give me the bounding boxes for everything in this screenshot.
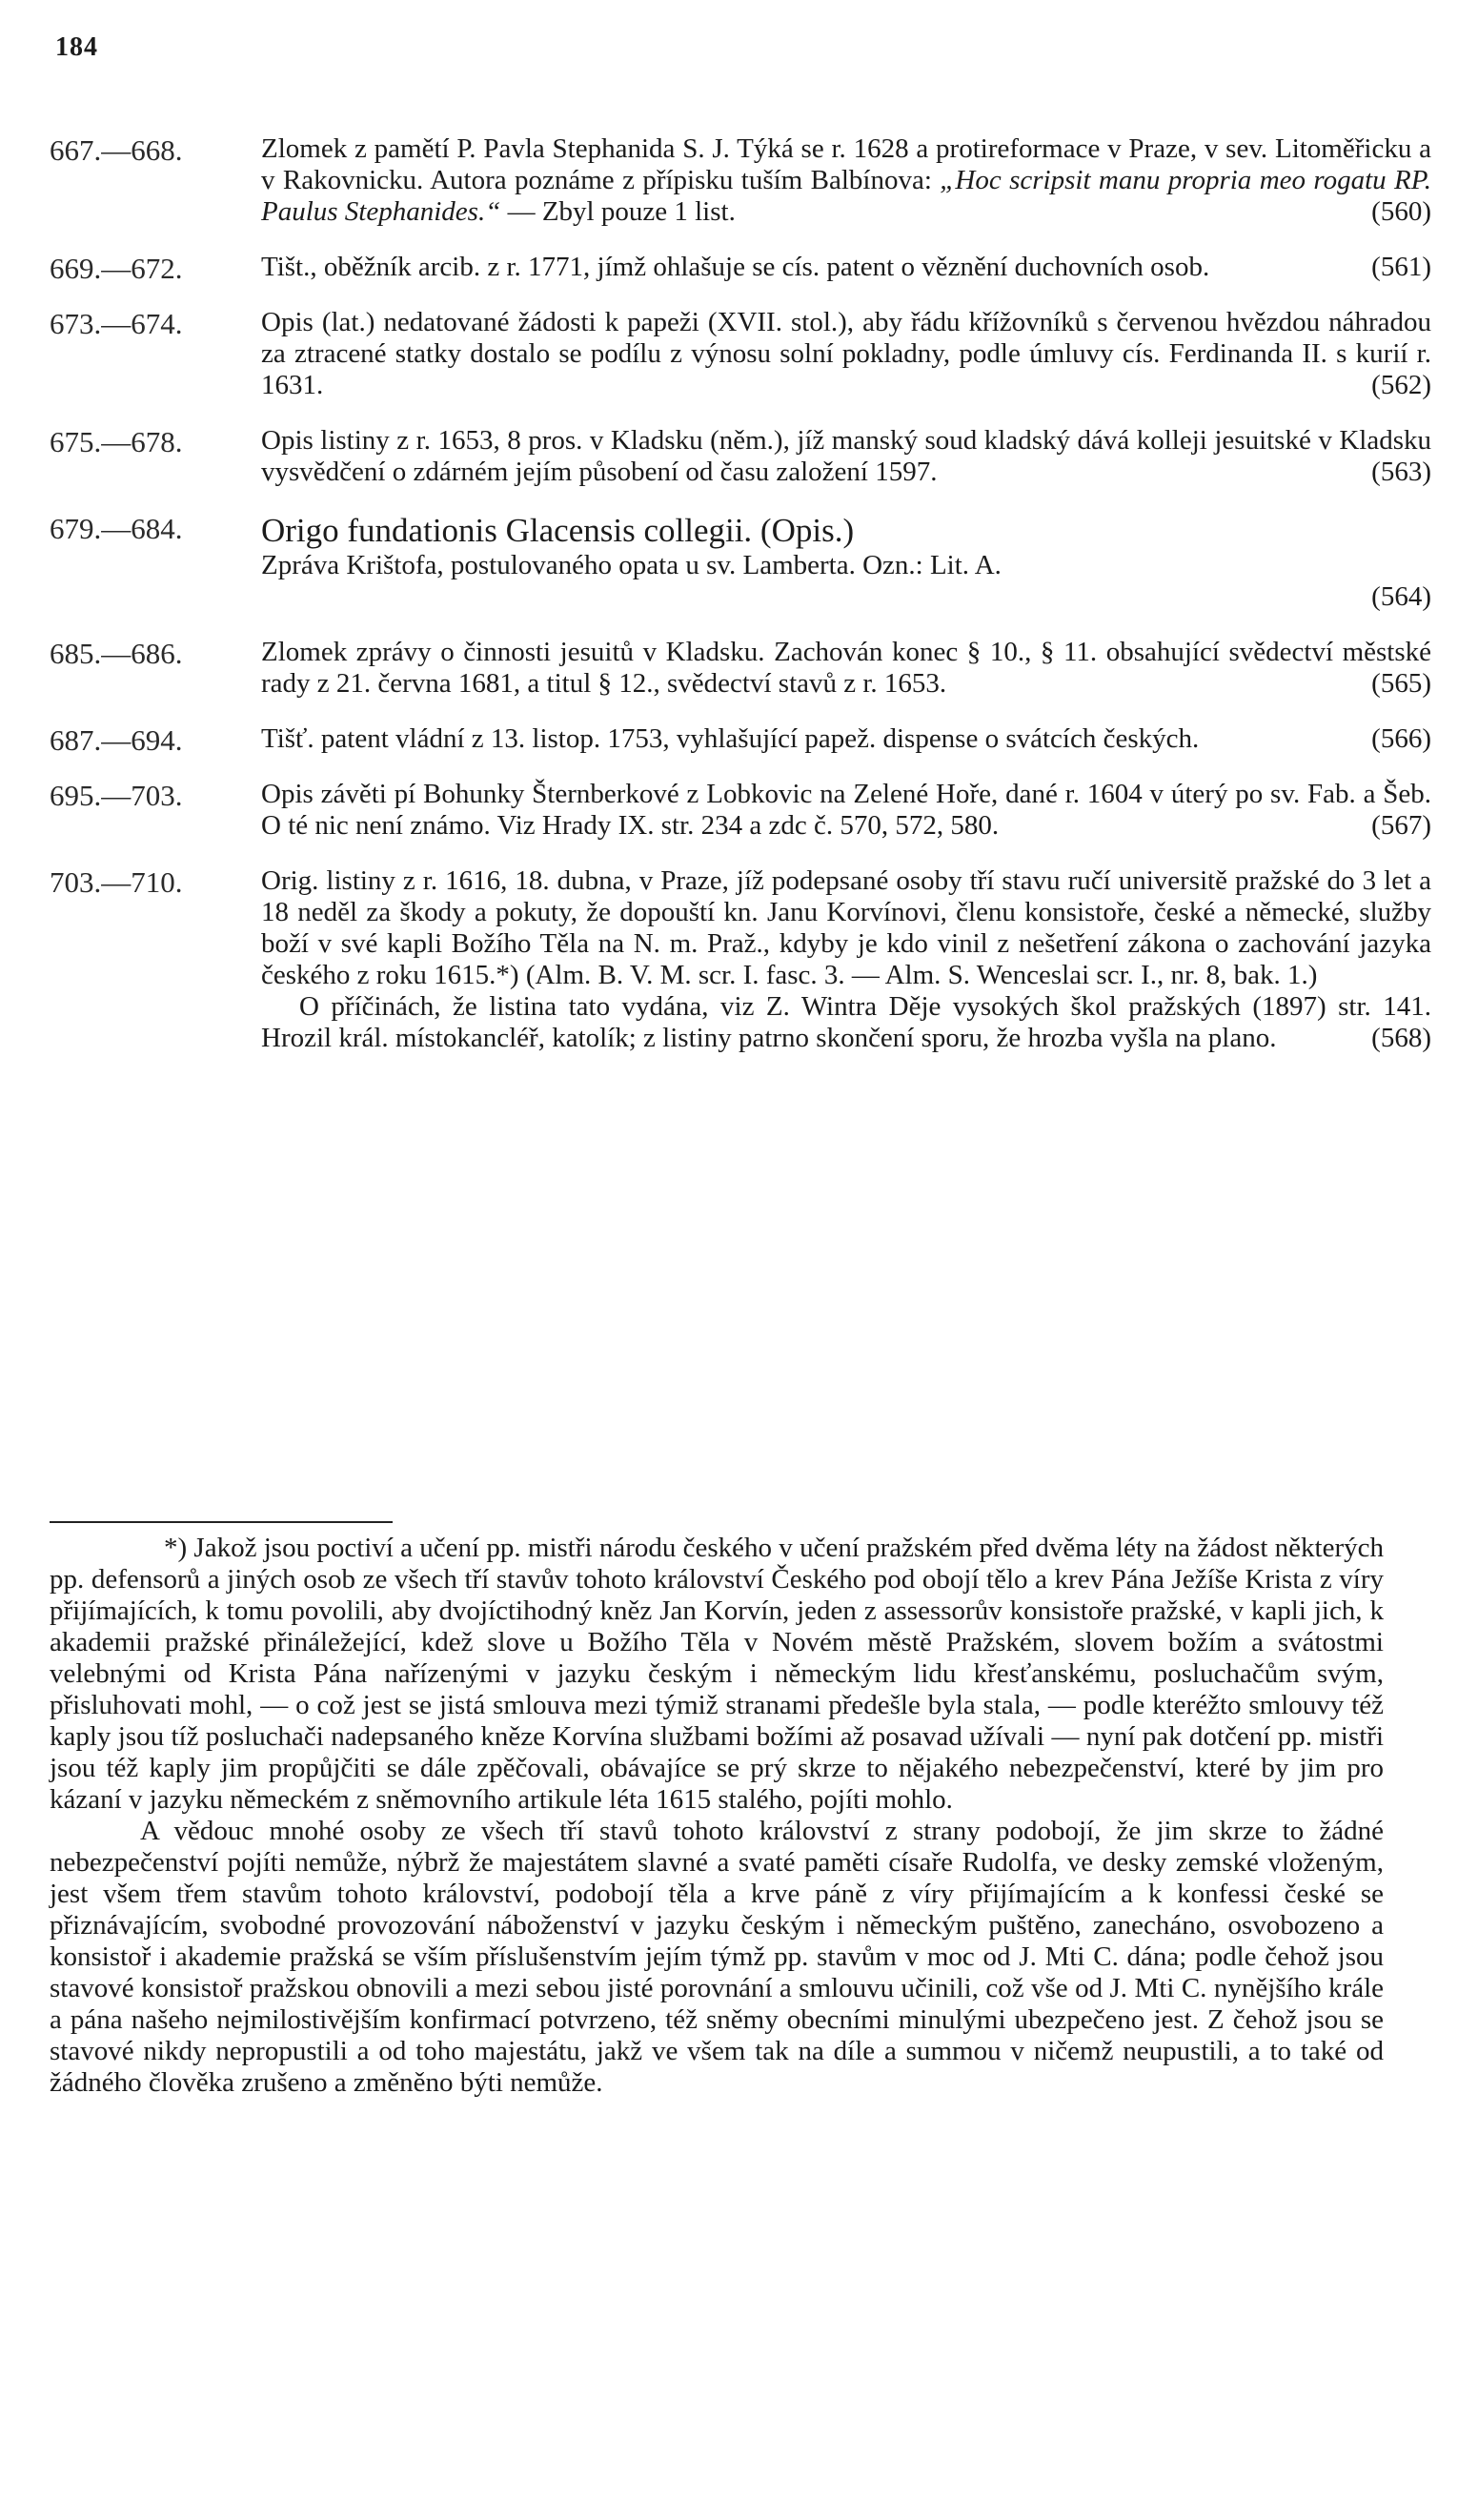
entry-number: 667.—668. — [50, 133, 183, 167]
entry-number: 685.—686. — [50, 637, 183, 670]
entry-text: Zlomek zprávy o činnosti jesuitů v Kladsku. Zachován konec § 10., § 11. obsahující svědectví městské rady z 21. června 1681, a titul § 12., svědectví stavů z r. 1653. — [261, 637, 1431, 699]
catalog-entry — [50, 865, 1431, 1054]
catalog-entry — [50, 252, 1431, 283]
entry-reference: (561) — [1371, 252, 1431, 282]
entry-reference: (562) — [1371, 370, 1431, 400]
entry-body — [261, 252, 1431, 283]
entry-text: Zlomek z pamětí P. Pavla Stephanida S. J. Týká se r. 1628 a protireformace v Praze, v sev. Litoměřicku a v Rakovnicku. Autora poznáme z přípisku tuším Balbínova: — [261, 133, 1431, 195]
entry-reference: (560) — [1371, 196, 1431, 227]
catalog-entry — [50, 425, 1431, 488]
entry-body — [261, 512, 1431, 613]
footnote-paragraph: A vědouc mnohé osoby ze všech tří stavů tohoto království z strany podobojí, že jim skrze to žádné nebezpečenství pojíti nemůže, nýbrž že majestátem slavné a svaté paměti císaře Rudolfa, ve desky zemské vloženým, jest všem třem stavům tohoto království, podobojí těla a krve páně z víry přijímajícím a k konfessi české se přiznávajícím, svobodné provozování náboženství v jazyku českým i německým puštěno, zanecháno, osvobozeno a konsistoř i akademie pražská se vším příslušenstvím jejím týmž pp. stavům v moc od J. Mti C. dána; podle čehož jsou stavové konsistoř pražskou obnovili a mezi sebou jisté porovnání a smlouvu učinili, což vše od J. Mti C. nynějšího krále a pána našeho nejmilostivějším konfirmací potvrzeno, též sněmy obecními minulými ubezpečeno jest. Z čehož jsou se stavové nikdy nepropustili a od toho majestátu, jakž ve všem tak na díle a summou v ničemž neupustili, a to také od žádného člověka zrušeno a změněno býti nemůže. — [50, 1816, 1384, 2098]
entry-number: 673.—674. — [50, 307, 183, 340]
catalog-entry — [50, 723, 1431, 755]
entry-body — [261, 133, 1431, 228]
entry-number: 703.—710. — [50, 865, 183, 899]
footnote-paragraph: *) Jakož jsou poctiví a učení pp. mistři národu českého v učení pražském před dvěma léty na žádost některých pp. defensorů a jiných osob ze všech tří stavův tohoto království Českého pod obojí tělo a krev Pána Ježíše Krista z víry přijímajících, k tomu povolili, aby dvojíctihodný kněz Jan Korvín, jeden z assessorův konsistoře pražské, v kapli jich, k akademii pražské přináležející, kdež slove u Božího Těla v Novém městě Pražském, slovem božím a svátostmi velebnými od Krista Pána nařízenými v jazyku českým i německým lidu křesťanskému, posluchačům svým, přisluhovati mohl, — o což jest se jistá smlouva mezi týmiž stranami předešle byla stala, — podle kteréžto smlouvy též kaply jsou tíž posluchači nadepsaného kněze Korvína službami božími až posavad užívali — nyní pak dotčení pp. mistři jsou též kaply jim propůjčiti se dále zpěčovali, obávajíce se prý skrze to nějakého nebezpečenství, které by jim pro kázaní v jazyku německém z sněmovního artikule léta 1615 stalého, pojíti mohlo. — [50, 1533, 1384, 1815]
entry-body — [261, 723, 1431, 755]
catalog-entries — [50, 133, 1431, 1078]
entry-text: Opis (lat.) nedatované žádosti k papeži (XVII. stol.), aby řádu křížovníků s červenou hvězdou náhradou za ztracené statky dostalo se podílu z výnosu solní pokladny, podle úmluvy cís. Ferdinanda II. s kurií r. 1631. — [261, 307, 1431, 400]
entry-text-second-paragraph — [261, 991, 1431, 1054]
entry-text: Orig. listiny z r. 1616, 18. dubna, v Praze, jíž podepsané osoby tří stavu ručí universitě pražské do 3 let a 18 neděl za škody a pokuty, že dopouští kn. Janu Korvínovi, členu konsistoře, české a německé, služby boží v své kapli Božího Těla na N. m. Praž., kdyby je kdo vinil z nešetření zákona o zachování jazyka českého z roku 1615.*) (Alm. B. V. M. scr. I. fasc. 3. — Alm. S. Wenceslai scr. I., nr. 8, bak. 1.) — [261, 865, 1431, 990]
entry-body — [261, 425, 1431, 488]
entry-text-2: O příčinách, že listina tato vydána, viz Z. Wintra Děje vysokých škol pražských (1897) str. 141. Hrozil král. místokancléř, katolík; z listiny patrno skončení sporu, že hrozba vyšla na plano. — [261, 991, 1431, 1053]
entry-number: 695.—703. — [50, 779, 183, 812]
footnote-divider — [50, 1521, 393, 1523]
entry-text-end: — Zbyl pouze 1 list. — [500, 196, 736, 227]
entry-text: Opis závěti pí Bohunky Šternberkové z Lobkovic na Zelené Hoře, dané r. 1604 v úterý po sv. Fab. a Šeb. O té nic není známo. Viz Hrady IX. str. 234 a zdc č. 570, 572, 580. — [261, 779, 1431, 841]
entry-reference: (568) — [1371, 1023, 1431, 1053]
entry-number: 669.—672. — [50, 252, 183, 285]
entry-body — [261, 637, 1431, 700]
entry-reference: (566) — [1371, 723, 1431, 754]
entry-reference: (567) — [1371, 810, 1431, 841]
catalog-entry — [50, 779, 1431, 842]
entry-reference: (563) — [1371, 457, 1431, 487]
entry-body — [261, 865, 1431, 1054]
entry-text: Zpráva Krištofa, postulovaného opata u sv. Lamberta. Ozn.: Lit. A. — [261, 550, 1002, 580]
entry-body — [261, 779, 1431, 842]
entry-reference: (564) — [1371, 581, 1431, 612]
entry-number: 687.—694. — [50, 723, 183, 757]
entry-text: Opis listiny z r. 1653, 8 pros. v Kladsku (něm.), jíž manský soud kladský dává kolleji jesuitské v Kladsku vysvědčení o zdárném jejím působení od času založení 1597. — [261, 425, 1431, 487]
catalog-entry — [50, 637, 1431, 700]
catalog-entry — [50, 307, 1431, 401]
entry-number: 679.—684. — [50, 512, 183, 545]
entry-reference: (565) — [1371, 668, 1431, 699]
entry-body — [261, 307, 1431, 401]
entry-text: Tišt., oběžník arcib. z r. 1771, jímž ohlašuje se cís. patent o věznění duchovních osob. — [261, 252, 1210, 282]
entry-quote: „Hoc scripsit manu propria meo rogatu RP. Paulus Stephanides.“ — [261, 165, 1431, 227]
catalog-entry — [50, 512, 1431, 613]
entry-text: Tišť. patent vládní z 13. listop. 1753, vyhlašující papež. dispense o svátcích českých. — [261, 723, 1200, 754]
page-number: 184 — [55, 32, 98, 62]
footnote — [50, 1533, 1384, 2099]
entry-number: 675.—678. — [50, 425, 183, 458]
entry-title: Origo fundationis Glacensis collegii. (Opis.) — [261, 512, 855, 549]
catalog-entry — [50, 133, 1431, 228]
